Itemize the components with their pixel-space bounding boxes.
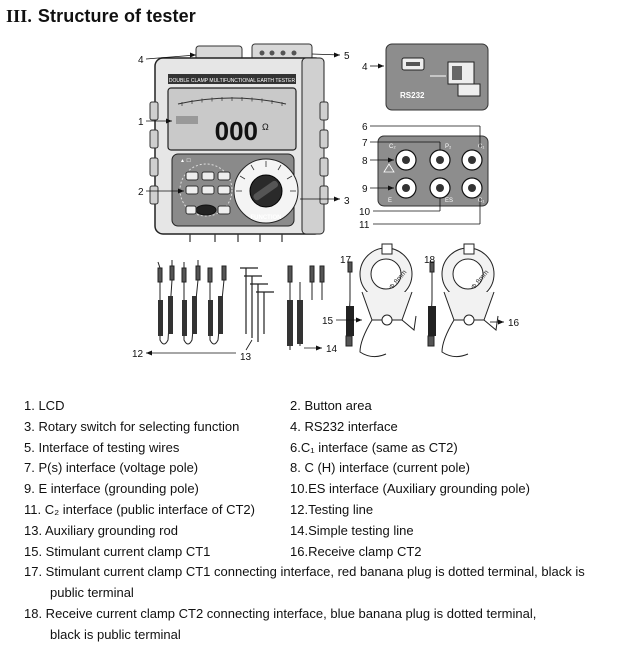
- legend-row: [0, 438, 637, 459]
- svg-text:E: E: [388, 198, 393, 204]
- legend-item: 11. C₂ interface (public interface of CT2): [24, 501, 255, 517]
- parts-legend: [0, 396, 637, 646]
- legend-item: 12.Testing line: [290, 501, 374, 517]
- svg-text:17: 17: [340, 255, 352, 266]
- legend-row: [0, 458, 637, 479]
- svg-text:15: 15: [322, 316, 334, 327]
- legend-row: [0, 479, 637, 500]
- svg-text:4: 4: [138, 55, 144, 66]
- legend-item: 6.C₁ interface (same as CT2): [290, 439, 458, 455]
- legend-continuation: black is public terminal: [50, 626, 181, 642]
- legend-item: 17. Stimulant current clamp CT1 connecting interface, red banana plug is dotted terminal, black is: [24, 564, 585, 580]
- svg-text:ES: ES: [445, 198, 454, 204]
- svg-text:13: 13: [240, 352, 252, 363]
- clamp-ct2-size: Φ 8mm: [470, 269, 491, 292]
- device-title: DOUBLE CLAMP MULTIFUNCTIONAL EARTH TESTER: [168, 78, 296, 84]
- legend-item: 8. C (H) interface (current pole): [290, 460, 470, 476]
- svg-text:1: 1: [138, 117, 144, 128]
- svg-text:3: 3: [344, 196, 350, 207]
- svg-text:9: 9: [362, 184, 368, 195]
- svg-text:5: 5: [344, 51, 350, 62]
- svg-text:C₁: C₁: [478, 144, 485, 150]
- simple-testing-line: [287, 266, 324, 350]
- svg-text:P₂: P₂: [445, 144, 452, 150]
- function-label: FUNCTION: [250, 215, 282, 221]
- svg-text:16: 16: [508, 318, 520, 329]
- svg-text:4: 4: [362, 62, 368, 73]
- svg-text:C₁: C₁: [478, 198, 485, 204]
- legend-item: 1. LCD: [24, 398, 65, 413]
- terminal-panel: [378, 136, 488, 206]
- svg-text:6: 6: [362, 122, 368, 133]
- svg-text:14: 14: [326, 344, 338, 355]
- svg-text:12: 12: [132, 349, 144, 360]
- legend-item: 13. Auxiliary grounding rod: [24, 522, 178, 538]
- section-number: III.: [6, 6, 32, 26]
- legend-row: [0, 417, 637, 438]
- legend-row: [0, 562, 637, 583]
- callout-13: [240, 340, 252, 363]
- legend-row: [0, 521, 637, 542]
- lcd-value: 000: [214, 116, 258, 146]
- legend-item: 3. Rotary switch for selecting function: [24, 418, 240, 434]
- legend-row: [0, 500, 637, 521]
- legend-row: [0, 542, 637, 563]
- svg-text:10: 10: [359, 207, 371, 218]
- legend-item: 15. Stimulant current clamp CT1: [24, 543, 211, 559]
- legend-item: 14.Simple testing line: [290, 522, 414, 538]
- legend-continuation: public terminal: [50, 585, 134, 601]
- rotary-switch: [234, 159, 298, 223]
- clamp-ct1-callouts: [322, 255, 362, 327]
- legend-item: 7. P(s) interface (voltage pole): [24, 460, 199, 476]
- callout-12: [132, 349, 236, 360]
- legend-item: 16.Receive clamp CT2: [290, 543, 422, 559]
- legend-item: 4. RS232 interface: [290, 418, 398, 434]
- legend-item: 9. E interface (grounding pole): [24, 481, 199, 497]
- legend-item: 10.ES interface (Auxiliary grounding pole): [290, 481, 530, 497]
- clamp-ct1-size: Φ 8mm: [388, 269, 409, 292]
- svg-text:2: 2: [138, 187, 144, 198]
- clamp-ct1: [346, 244, 416, 357]
- testing-lines: [158, 260, 226, 344]
- legend-row: [0, 396, 637, 417]
- lcd-unit: Ω: [262, 122, 269, 132]
- legend-item: 2. Button area: [290, 398, 372, 413]
- svg-text:C₂: C₂: [389, 144, 396, 150]
- legend-item: 5. Interface of testing wires: [24, 439, 180, 455]
- svg-text:11: 11: [359, 220, 370, 231]
- tester-device: [150, 44, 328, 242]
- svg-text:18: 18: [424, 255, 436, 266]
- grounding-rods: [240, 268, 274, 342]
- clamp-ct2: [428, 244, 498, 357]
- svg-text:7: 7: [362, 138, 368, 149]
- legend-item: 18. Receive current clamp CT2 connecting interface, blue banana plug is dotted terminal,: [24, 605, 537, 621]
- section-title: Structure of tester: [37, 6, 196, 26]
- svg-text:▲ ☐: ▲ ☐: [180, 158, 191, 164]
- rs232-label: RS232: [400, 91, 425, 100]
- callout-14: [304, 344, 338, 355]
- rs232-panel: [362, 44, 488, 110]
- svg-text:8: 8: [362, 156, 368, 167]
- legend-row: [0, 604, 637, 625]
